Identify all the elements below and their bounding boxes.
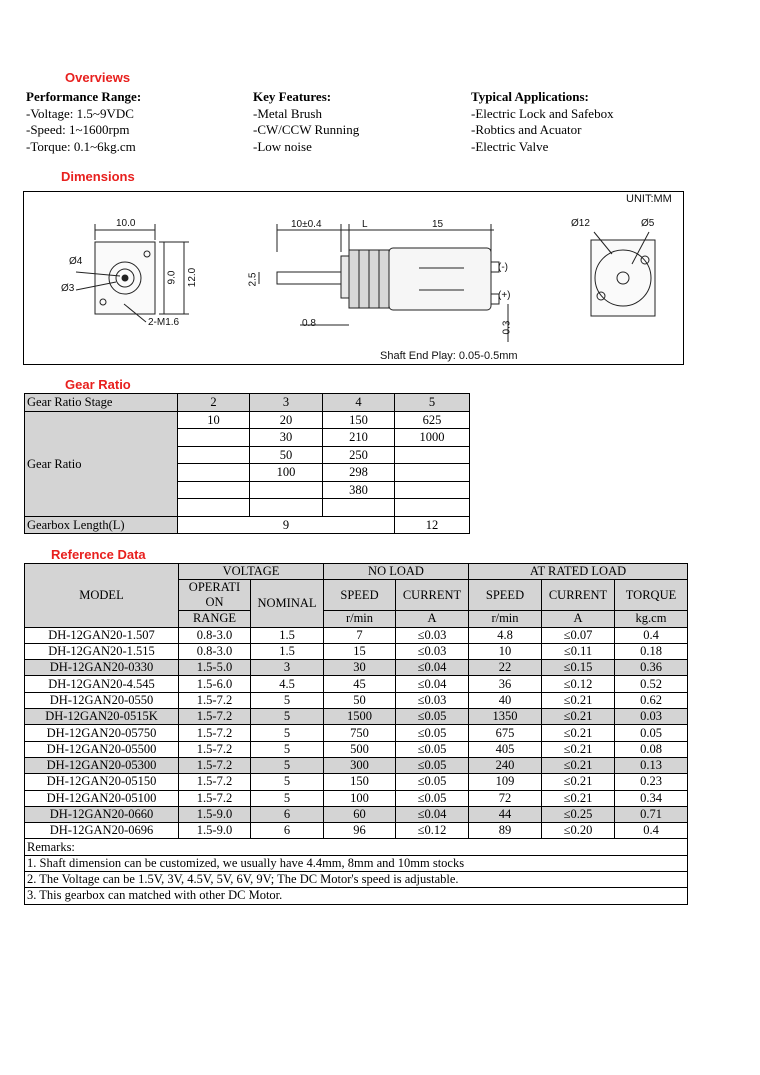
gear-ratio-heading: Gear Ratio	[65, 377, 131, 392]
rated-speed-cell: 109	[469, 774, 542, 790]
unit-cell: r/min	[324, 611, 396, 627]
noload-speed-cell: 500	[324, 741, 396, 757]
performance-line: -Torque: 0.1~6kg.cm	[26, 138, 136, 154]
gear-ratio-cell	[250, 499, 323, 517]
nominal-cell: 6	[251, 823, 324, 839]
gear-stage-label: Gear Ratio Stage	[25, 394, 178, 412]
header-rated-load: AT RATED LOAD	[469, 564, 688, 580]
rated-current-cell: ≤0.25	[542, 806, 615, 822]
torque-cell: 0.23	[615, 774, 688, 790]
rated-speed-cell: 40	[469, 692, 542, 708]
op-range-cell: 1.5-6.0	[179, 676, 251, 692]
dim-length-15: 15	[432, 219, 444, 230]
performance-title: Performance Range:	[26, 89, 142, 104]
header-op-line: ON	[205, 595, 224, 610]
nominal-cell: 6	[251, 806, 324, 822]
torque-cell: 0.03	[615, 709, 688, 725]
rated-speed-cell: 240	[469, 757, 542, 773]
op-range-cell: 1.5-7.2	[179, 774, 251, 790]
dim-height-12: 12.0	[187, 267, 199, 288]
gear-ratio-cell	[178, 464, 250, 482]
table-row	[25, 692, 688, 708]
header-nominal: NOMINAL	[251, 580, 324, 627]
rated-speed-cell: 405	[469, 741, 542, 757]
gear-ratio-cell: 30	[250, 429, 323, 447]
table-row	[25, 888, 688, 904]
remark-line: 3. This gearbox can matched with other DC Motor.	[25, 888, 688, 904]
dim-dia-5: Ø5	[641, 218, 655, 229]
torque-cell: 0.34	[615, 790, 688, 806]
rated-speed-cell: 72	[469, 790, 542, 806]
dim-width-10: 10.0	[116, 218, 136, 229]
nominal-cell: 5	[251, 790, 324, 806]
model-cell: DH-12GAN20-0330	[25, 660, 179, 676]
nominal-cell: 5	[251, 725, 324, 741]
gear-ratio-cell	[178, 481, 250, 499]
noload-speed-cell: 750	[324, 725, 396, 741]
model-cell: DH-12GAN20-05300	[25, 757, 179, 773]
torque-cell: 0.4	[615, 823, 688, 839]
noload-speed-cell: 50	[324, 692, 396, 708]
table-row	[25, 564, 688, 580]
gear-ratio-cell: 20	[250, 411, 323, 429]
noload-current-cell: ≤0.12	[396, 823, 469, 839]
reference-data-heading: Reference Data	[51, 547, 146, 562]
gear-stage-cell: 4	[323, 394, 395, 412]
header-operation-range	[179, 580, 251, 611]
noload-speed-cell: 7	[324, 627, 396, 643]
gear-ratio-cell	[178, 499, 250, 517]
remark-line: 1. Shaft dimension can be customized, we usually have 4.4mm, 8mm and 10mm stocks	[25, 855, 688, 871]
model-cell: DH-12GAN20-05100	[25, 790, 179, 806]
model-cell: DH-12GAN20-1.515	[25, 643, 179, 659]
op-range-cell: 1.5-7.2	[179, 709, 251, 725]
feature-line: -CW/CCW Running	[253, 122, 360, 137]
torque-cell: 0.4	[615, 627, 688, 643]
performance-range	[26, 89, 141, 155]
dim-length-L: L	[362, 219, 368, 230]
noload-speed-cell: 300	[324, 757, 396, 773]
table-row	[25, 741, 688, 757]
model-cell: DH-12GAN20-0660	[25, 806, 179, 822]
header-op-line: OPERATI	[188, 580, 241, 595]
torque-cell: 0.18	[615, 643, 688, 659]
table-row	[25, 774, 688, 790]
gear-ratio-cell	[323, 499, 395, 517]
gear-ratio-cell	[395, 499, 470, 517]
performance-line: -Speed: 1~1600rpm	[26, 122, 130, 137]
noload-speed-cell: 1500	[324, 709, 396, 725]
nominal-cell: 5	[251, 757, 324, 773]
model-cell: DH-12GAN20-1.507	[25, 627, 179, 643]
rated-current-cell: ≤0.11	[542, 643, 615, 659]
op-range-cell: 1.5-5.0	[179, 660, 251, 676]
header-speed: SPEED	[469, 580, 542, 611]
application-line: -Electric Lock and Safebox	[471, 105, 614, 121]
gearbox-length-label: Gearbox Length(L)	[25, 516, 178, 534]
op-range-cell: 1.5-7.2	[179, 692, 251, 708]
nominal-cell: 5	[251, 692, 324, 708]
rated-current-cell: ≤0.12	[542, 676, 615, 692]
op-range-cell: 1.5-7.2	[179, 790, 251, 806]
dimensions-heading: Dimensions	[61, 169, 135, 184]
table-row	[25, 806, 688, 822]
shaft-end-play: Shaft End Play: 0.05-0.5mm	[380, 350, 518, 362]
header-op-range: RANGE	[179, 611, 251, 627]
torque-cell: 0.62	[615, 692, 688, 708]
gear-ratio-cell	[178, 446, 250, 464]
table-row	[25, 516, 470, 534]
gear-ratio-cell	[395, 464, 470, 482]
rated-current-cell: ≤0.21	[542, 790, 615, 806]
noload-current-cell: ≤0.04	[396, 660, 469, 676]
torque-cell: 0.08	[615, 741, 688, 757]
rated-current-cell: ≤0.21	[542, 757, 615, 773]
gear-ratio-cell: 100	[250, 464, 323, 482]
nominal-cell: 4.5	[251, 676, 324, 692]
noload-current-cell: ≤0.05	[396, 757, 469, 773]
rated-current-cell: ≤0.21	[542, 692, 615, 708]
table-row	[25, 872, 688, 888]
dim-screw: 2-M1.6	[148, 317, 180, 328]
noload-current-cell: ≤0.05	[396, 725, 469, 741]
nominal-cell: 5	[251, 709, 324, 725]
gear-ratio-cell: 380	[323, 481, 395, 499]
model-cell: DH-12GAN20-05750	[25, 725, 179, 741]
noload-current-cell: ≤0.03	[396, 643, 469, 659]
nominal-cell: 1.5	[251, 643, 324, 659]
remark-line: 2. The Voltage can be 1.5V, 3V, 4.5V, 5V, 6V, 9V; The DC Motor's speed is adjustable.	[25, 872, 688, 888]
performance-line: -Voltage: 1.5~9VDC	[26, 105, 134, 121]
gear-ratio-cell: 210	[323, 429, 395, 447]
table-row	[25, 823, 688, 839]
dim-shaft-0-8: 0.8	[302, 318, 316, 329]
rated-current-cell: ≤0.15	[542, 660, 615, 676]
noload-speed-cell: 100	[324, 790, 396, 806]
gear-stage-cell: 3	[250, 394, 323, 412]
key-features	[253, 89, 359, 155]
terminal-plus: (+)	[498, 290, 511, 301]
torque-cell: 0.52	[615, 676, 688, 692]
gear-ratio-label: Gear Ratio	[25, 411, 178, 516]
application-line: -Electric Valve	[471, 138, 549, 154]
dim-dia-3: Ø3	[61, 283, 75, 294]
unit-cell: A	[396, 611, 469, 627]
model-cell: DH-12GAN20-05500	[25, 741, 179, 757]
rated-current-cell: ≤0.21	[542, 725, 615, 741]
overviews-heading: Overviews	[65, 70, 131, 85]
model-cell: DH-12GAN20-0696	[25, 823, 179, 839]
gear-stage-cell: 5	[395, 394, 470, 412]
header-current: CURRENT	[396, 580, 469, 611]
features-title: Key Features:	[253, 89, 332, 104]
model-cell: DH-12GAN20-4.545	[25, 676, 179, 692]
gearbox-length-cell: 9	[178, 516, 395, 534]
dim-height-9: 9.0	[166, 270, 178, 285]
header-model: MODEL	[25, 564, 179, 628]
table-row	[25, 411, 470, 429]
torque-cell: 0.36	[615, 660, 688, 676]
gear-ratio-cell: 625	[395, 411, 470, 429]
noload-speed-cell: 30	[324, 660, 396, 676]
header-current: CURRENT	[542, 580, 615, 611]
model-cell: DH-12GAN20-0515K	[25, 709, 179, 725]
rated-speed-cell: 36	[469, 676, 542, 692]
rated-speed-cell: 22	[469, 660, 542, 676]
rated-current-cell: ≤0.21	[542, 709, 615, 725]
dim-dia-12: Ø12	[571, 218, 590, 229]
dim-height-2-5: 2.5	[247, 272, 259, 287]
noload-current-cell: ≤0.04	[396, 676, 469, 692]
gear-ratio-cell	[178, 429, 250, 447]
unit-cell: r/min	[469, 611, 542, 627]
table-row	[25, 627, 688, 643]
nominal-cell: 1.5	[251, 627, 324, 643]
table-row	[25, 709, 688, 725]
reference-data-table	[24, 563, 688, 905]
typical-applications	[471, 89, 614, 155]
gear-ratio-cell: 250	[323, 446, 395, 464]
op-range-cell: 1.5-7.2	[179, 757, 251, 773]
op-range-cell: 0.8-3.0	[179, 627, 251, 643]
gear-ratio-cell	[250, 481, 323, 499]
rated-speed-cell: 10	[469, 643, 542, 659]
header-no-load: NO LOAD	[324, 564, 469, 580]
noload-current-cell: ≤0.05	[396, 741, 469, 757]
header-speed: SPEED	[324, 580, 396, 611]
header-voltage: VOLTAGE	[179, 564, 324, 580]
table-row	[25, 757, 688, 773]
op-range-cell: 1.5-9.0	[179, 823, 251, 839]
rated-speed-cell: 1350	[469, 709, 542, 725]
table-row	[25, 839, 688, 855]
gear-ratio-cell: 10	[178, 411, 250, 429]
unit-label: UNIT:MM	[626, 193, 672, 205]
dimension-drawing	[23, 191, 684, 365]
terminal-minus: (-)	[498, 262, 508, 273]
op-range-cell: 1.5-7.2	[179, 725, 251, 741]
op-range-cell: 0.8-3.0	[179, 643, 251, 659]
unit-cell: A	[542, 611, 615, 627]
noload-current-cell: ≤0.03	[396, 627, 469, 643]
rated-speed-cell: 44	[469, 806, 542, 822]
table-row	[25, 643, 688, 659]
rated-current-cell: ≤0.21	[542, 741, 615, 757]
op-range-cell: 1.5-7.2	[179, 741, 251, 757]
nominal-cell: 5	[251, 774, 324, 790]
noload-current-cell: ≤0.05	[396, 709, 469, 725]
rated-current-cell: ≤0.20	[542, 823, 615, 839]
model-cell: DH-12GAN20-05150	[25, 774, 179, 790]
header-torque: TORQUE	[615, 580, 688, 611]
table-row	[25, 725, 688, 741]
torque-cell: 0.71	[615, 806, 688, 822]
noload-current-cell: ≤0.04	[396, 806, 469, 822]
rated-speed-cell: 4.8	[469, 627, 542, 643]
application-line: -Robtics and Acuator	[471, 122, 582, 137]
gearbox-length-cell: 12	[395, 516, 470, 534]
feature-line: -Metal Brush	[253, 105, 322, 121]
unit-cell: kg.cm	[615, 611, 688, 627]
gear-ratio-cell: 1000	[395, 429, 470, 447]
dim-length-10: 10±0.4	[291, 219, 322, 230]
noload-speed-cell: 45	[324, 676, 396, 692]
noload-speed-cell: 60	[324, 806, 396, 822]
table-row	[25, 660, 688, 676]
nominal-cell: 5	[251, 741, 324, 757]
noload-speed-cell: 15	[324, 643, 396, 659]
gear-stage-cell: 2	[178, 394, 250, 412]
reference-rows	[25, 627, 688, 839]
gear-ratio-table	[24, 393, 470, 534]
rated-speed-cell: 89	[469, 823, 542, 839]
table-row	[25, 676, 688, 692]
table-row	[25, 855, 688, 871]
gear-ratio-cell	[395, 446, 470, 464]
torque-cell: 0.13	[615, 757, 688, 773]
gear-ratio-cell: 50	[250, 446, 323, 464]
noload-speed-cell: 96	[324, 823, 396, 839]
rated-speed-cell: 675	[469, 725, 542, 741]
remarks-label: Remarks:	[25, 839, 688, 855]
rated-current-cell: ≤0.21	[542, 774, 615, 790]
dim-terminal-0-3: 0.3	[501, 320, 513, 335]
table-row	[25, 790, 688, 806]
nominal-cell: 3	[251, 660, 324, 676]
op-range-cell: 1.5-9.0	[179, 806, 251, 822]
noload-current-cell: ≤0.05	[396, 774, 469, 790]
table-row	[25, 394, 470, 412]
applications-title: Typical Applications:	[471, 89, 589, 104]
noload-speed-cell: 150	[324, 774, 396, 790]
gear-ratio-cell: 298	[323, 464, 395, 482]
model-cell: DH-12GAN20-0550	[25, 692, 179, 708]
gear-ratio-cell	[395, 481, 470, 499]
torque-cell: 0.05	[615, 725, 688, 741]
rated-current-cell: ≤0.07	[542, 627, 615, 643]
noload-current-cell: ≤0.03	[396, 692, 469, 708]
dim-dia-4: Ø4	[69, 256, 83, 267]
gear-ratio-cell: 150	[323, 411, 395, 429]
noload-current-cell: ≤0.05	[396, 790, 469, 806]
feature-line: -Low noise	[253, 138, 312, 154]
